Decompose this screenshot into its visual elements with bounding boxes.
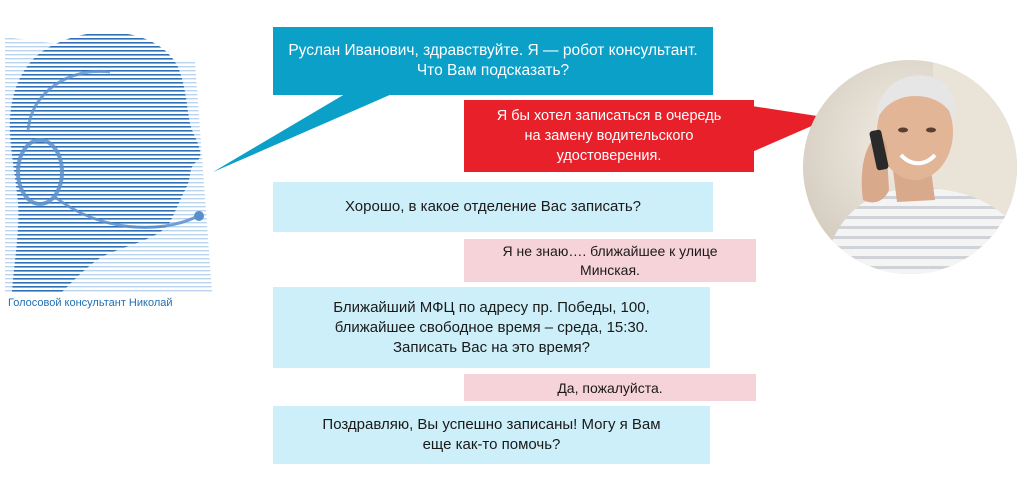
- bot-message-offer-time: Ближайший МФЦ по адресу пр. Победы, 100, ближайшее свободное время – среда, 15:30. Записать Вас на это время?: [273, 287, 710, 368]
- bot-avatar-illustration: [0, 22, 225, 292]
- user-message-request: Я бы хотел записаться в очередь на замену водительского удостоверения.: [464, 100, 754, 172]
- user-message-confirm: Да, пожалуйста.: [464, 374, 756, 401]
- bot-message-ask-office: Хорошо, в какое отделение Вас записать?: [273, 182, 713, 232]
- user-message-location: Я не знаю…. ближайшее к улице Минская.: [464, 239, 756, 282]
- bot-bubble-tail: [213, 94, 392, 172]
- bot-message-greeting: Руслан Иванович, здравствуйте. Я — робот консультант. Что Вам подсказать?: [273, 27, 713, 95]
- bot-caption: Голосовой консультант Николай: [8, 297, 173, 309]
- person-photo: [803, 60, 1017, 274]
- bot-message-success: Поздравляю, Вы успешно записаны! Могу я Вам еще как-то помочь?: [273, 406, 710, 464]
